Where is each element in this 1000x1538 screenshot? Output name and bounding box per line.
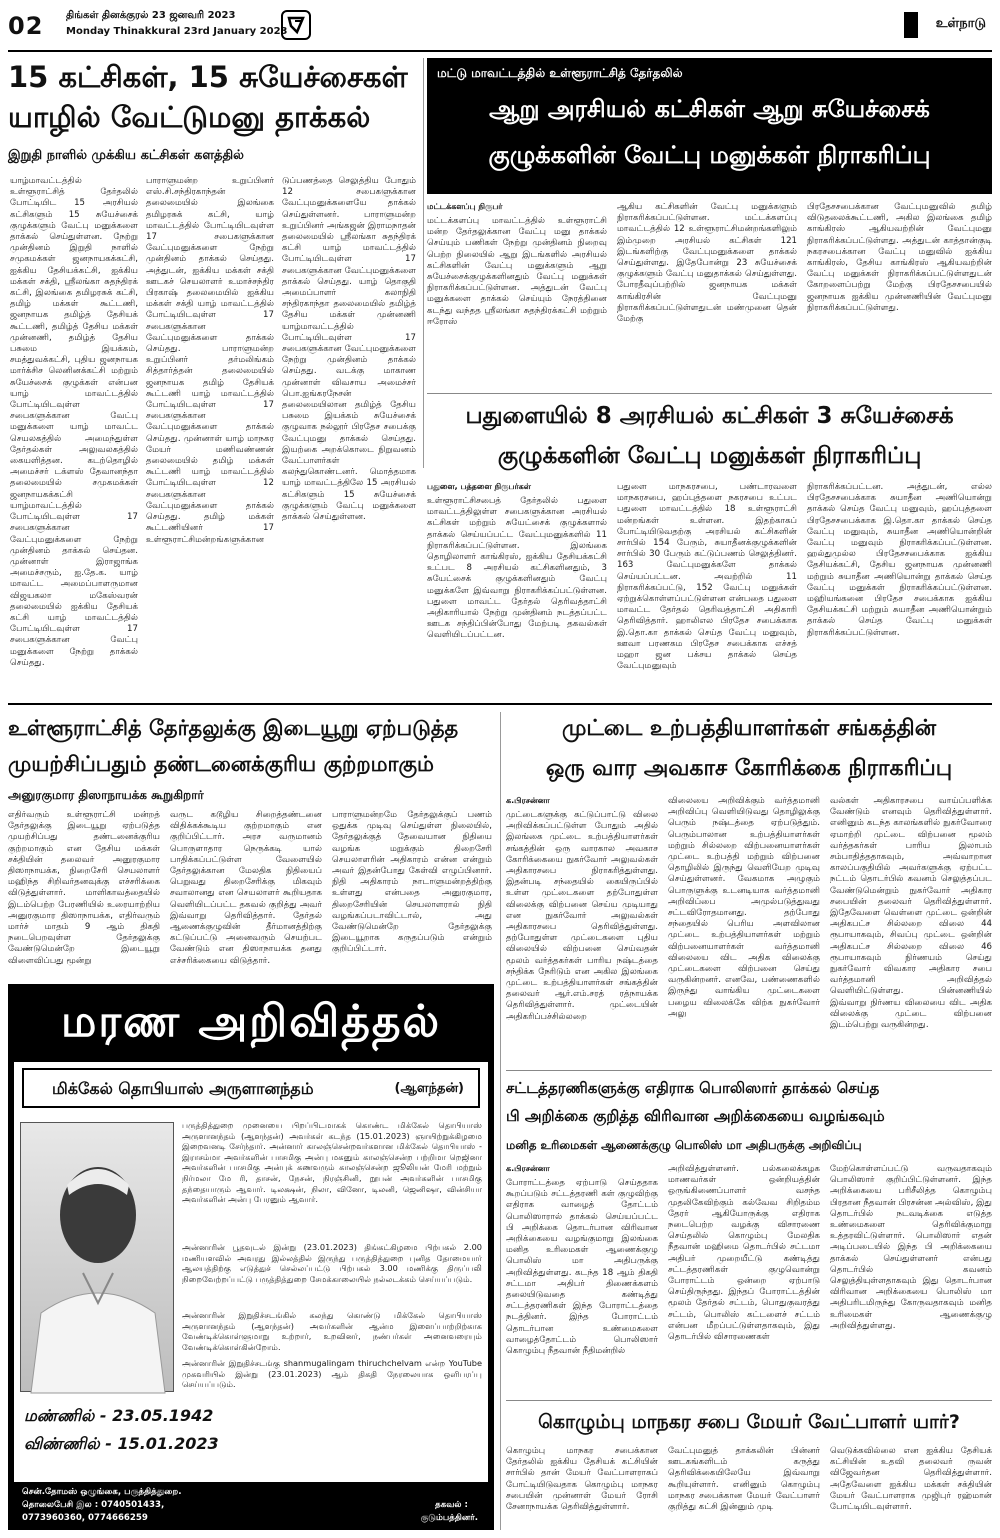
story-anura-col1: எதிர்வரும் உள்ளூராட்சி மன்றத் தேர்தலுக்கு இடையூறு ஏற்படுத்த முயற்சிப்பது தண்டனைக்குரிய குற்றமாகும் என தேசிய மக்கள் சக்தியின் தலைவர் அனுரகுமார திஸாநாயக்க, நிறைசேரி செயலாளர் மஹிந்த சிறிவர்தனவுக்கு எச்சரிக்கை விடுத்துள்ளார். மாளிகாவத்தையில் இடம்பெற்ற பேரணியில் உரையாற்றிய அனுரகுமார திஸாநாயக்க, எதிர்வரும் மார்ச் மாதம் 9 ஆம் திகதி நடைபெறவுள்ள தேர்தலுக்கு வேண்டுமென்றே இடையூறு விளைவிப்பது மூன்று xyxy=(8,810,160,966)
deceased-alias: (ஆளந்தன்) xyxy=(394,1081,464,1096)
story-lawyers xyxy=(506,1076,992,1396)
masthead-rule xyxy=(8,50,992,52)
death-separator: - xyxy=(105,1434,118,1453)
death-line xyxy=(24,1434,219,1455)
story-colombo xyxy=(506,1404,992,1530)
deceased-photo xyxy=(20,1122,174,1392)
story-eggs-col3: வல்கள் அதிகாரசபை வாய்ப்பளிக்க வேண்டும் எனவும் தெரிவித்துள்ளார். எனினும் கடந்த காலங்களில் நுகர்வோரை ஏமாற்றி முட்டை விற்பனை மூலம் வர்த்தகர்கள் பாரிய இலாபம் சம்பாதித்ததாகவும், அவ்வாறான காலப்பகுதியில் அவர்களுக்கு ஏற்பட்ட நட்டம் தொடர்பில் கவனம் செலுத்தப்பட வேண்டுமென்றும் நுகர்வோர் அதிகார சபையின் தலைவர் தெரிவித்துள்ளார். இதேவேளை வெள்ளை முட்டை ஒன்றின் அதிகபட்ச சில்லறை விலை 44 ரூபாயாகவும், சிவப்பு முட்டை ஒன்றின் அதிகபட்ச சில்லறை விலை 46 ரூபாயாகவும் நிர்ணயம் செய்து நுகர்வோர் விவகார அதிகார சபை வர்த்தமானி அறிவித்தல் வெளியிட்டுள்ளது. பின்னணியில் இவ்வாறு நிர்ணய விலையை விட அதிக விலைக்கு முட்டை விற்பனை இடம்பெற்று வருகின்றது. xyxy=(830,796,992,1031)
story-jaffna-headline-1: 15 கட்சிகள், 15 சுயேச்சைகள் xyxy=(8,60,408,94)
story-eggs-byline: க.பிரசன்னா xyxy=(506,796,550,805)
story-eggs-col1: முட்டைகளுக்கு கட்டுப்பாட்டு விலை அறிவிக்கப்பட்டுள்ள போதும் அதில் இலங்கை முட்டை உற்பத்தியாளர்கள் சங்கத்தின் ஒரு வாரகால அவகாச கோரிக்கையை நுகர்வோர் அலுவல்கள் அதிகாரசபை நிராகரித்துள்ளது. இதன்படி சந்தையில் கையிருப்பில் உள்ள முட்டைகளை தற்போதுள்ள விலைக்கு விற்பனை செய்ய முடியாது என நுகர்வோர் அலுவல்கள் அதிகாரசபை தெரிவித்துள்ளது. தற்போதுள்ள முட்டைகளை புதிய விலையில் விற்பனை செய்வதன் மூலம் வர்த்தகர்கள் பாரிய நஷ்டத்தை சந்திக்க நேரிடும் என அகில இலங்கை முட்டை உற்பத்தியாளர்கள் சங்கத்தின் தலைவர் ஆர்.எம்.சரத் ரத்நாயக்க தெரிவித்துள்ளார். முட்டையின் அதிகரிப்பச்சில்லறை xyxy=(506,810,658,1022)
story-divider xyxy=(427,393,992,394)
story-eggs-headline-2: ஒரு வார அவகாச கோரிக்கை நிராகரிப்பு xyxy=(545,756,953,781)
story-batticaloa-kicker: மட்டு மாவட்டத்தில் உள்ளூராட்சித் தேர்தலில் xyxy=(437,66,683,80)
story-colombo-col1: கொழும்பு மாநகர சபைக்கான தேர்தலில் ஐக்கிய தேசியக் கட்சியின் சார்பில் தான் மேயர் வேட்பாளராகப் போட்டியிடுவதாக கொழும்பு மாநகர சபையின் முன்னாள் மேயர் ரோசி சேனாநாயக்க தெரிவித்துள்ளார். xyxy=(506,1446,658,1513)
story-batticaloa-col1: மட்டக்களப்பு மாவட்டத்தில் உள்ளூராட்சி மன்ற தேர்தலுக்கான வேட்பு மனு தாக்கல் செய்யும் பணிகள் நேற்று முன்தினம் நிறைவு பெற்ற நிலையில் ஆறு இடங்களில் அரசியல் கட்சிகளின் வேட்பு மனுக்களும் ஆறு சுயேச்சைக்குழுக்களினதும் வேட்பு மனுக்கள் நிராகரிக்கப்பட்டுள்ளன. அத்துடன் வேட்பு மனுக்களை தாக்கல் செய்யும் நேரத்தினை கடந்து வந்தத ஸ்ரீலங்கா சுதந்திரக்கட்சி மற்றும் ஈரோஸ் xyxy=(427,216,607,327)
birth-line xyxy=(24,1406,213,1427)
story-anura-headline-2: முயற்சிப்பதும் தண்டனைக்குரிய குற்றமாகும் xyxy=(8,752,434,776)
story-batticaloa-body xyxy=(427,202,992,392)
col-divider xyxy=(423,58,424,468)
death-notice-paragraph-2: அன்னாரின் பூதவுடல் இன்று (23.01.2023) திங்கட்கிழமை பிற்பகல் 2.00 மணியளவில் அவரது இல்லத்தில் இருந்து பருத்தித்துறை புனித தோமையார் ஆலயத்திற்கு எடுத்துச் செல்லப்பட்டு பிற்பகல் 3.00 மணிக்கு திருப்பலி நிறைவேற்றப்பட்டு பருத்தித்துறை சேமக்காலையில் நல்லடக்கம் செய்யப்படும். xyxy=(182,1242,482,1284)
section-rule xyxy=(8,703,992,705)
death-notice-paragraph-1: பருத்தித்துறை முனையை பிறப்பிடமாகக் கொண்ட மிக்கேல் தொபியாஸ் அருளானந்தம் (ஆளந்தன்) அவர்கள் கடந்த (15.01.2023) ஞாயிற்றுக்கிழமை இறைவனடி சேர்ந்தார். அன்னார் காலஞ்சென்றவர்களான மிக்கேல் தொபியாஸ் - இராசம்மா அவர்களின் பாசமிகு அன்பு மகனும் காலஞ்சென்ற பற்றிமா றெஜினா அவர்களின் பாசமிகு அன்புக் கணவரும் காலஞ்சென்ற ஜூலியன் மேரி மற்றும் நிர்மலா மே ரி, தாசன், நேசன், நிரஞ்சினி, றூபன் அவர்களின் பாசமிகு தந்தையாரும் ஆவார். டிலக்ஷன், நிலா, வினோ, டிலனி, ஜெனிஷா, வின்சியா அவர்களின் அன்பு பேரனும் ஆவார். xyxy=(182,1120,482,1205)
story-anura-col3: பாராளுமன்றமே தேர்தலுக்குப் பணம் ஒதுக்க முடிவு செய்துள்ள நிலையில், தேர்தலுக்குத் தேவையான நிதியை வழங்க மறுக்கும் திறைசேரி செயலாளரின் அதிகாரம் என்ன என்றும் அவர் இதன்போது கேள்வி எழுப்பினார். நிதி அதிகாரம் நாடாளுமன்றத்திற்கு உள்ளது என்பதை அனுரகுமார, திறைசேரியின் செயலாளரால் நிதி வழங்கப்படாவிட்டால், அது வேண்டுமென்றே தேர்தலுக்கு இடையூறாக கருதப்படும் என்றும் குறிப்பிட்டார். xyxy=(332,810,492,955)
story-divider xyxy=(506,1400,992,1401)
story-colombo-col3: வெடுக்கவில்லை என ஐக்கிய தேசியக் கட்சியின் உதவி தலைவர் ருவன் விஜேவர்தன தெரிவித்துள்ளார். அதேவேளை ஐக்கிய மக்கள் சக்தியின் மேயர் வேட்பாளராக முஜிபுர் ரஹ்மான் போட்டியிடவுள்ளார். xyxy=(830,1446,992,1513)
story-badulla-col3: நிராகரிக்கப்பட்டன. அத்துடன், எல்ல பிரதேசசபைக்காக சுயாதீன அணியொன்று தாக்கல் செய்த வேட்பு மனுவும், ஹப்புத்தளை பிரதேசசபைக்காக இ.தொ.கா தாக்கல் செய்த வேட்பு மனுவும், சுயாதீன அணியொன்றின் வேட்பு மனுவும் நிராகரிக்கப்பட்டுள்ளன. ஹல்துமுல்ல பிரதேசசபைக்காக ஐக்கிய தேசியக்கட்சி, தேசிய ஜனநாயக முன்னணி மற்றும் சுயாதீன அணியொன்று தாக்கல் செய்த வேட்பு மனுக்கள் நிராகரிக்கப்பட்டுள்ளன. மஹியங்கனை பிரதேச சபைக்காக ஐக்கிய தேசியக்கட்சி மற்றும் சுயாதீன அணியொன்றும் தாக்கல் செய்த வேட்பு மனுக்கள் நிராகரிக்கப்பட்டுள்ளன. xyxy=(807,482,992,638)
death-notice-contact xyxy=(14,1486,488,1526)
story-lawyers-col2: அறிவித்துள்ளனர். பல்கலைக்கழக மாணவர்கள் ஒன்றியத்தின் ஒருங்கிணைப்பாளர் வசந்த முதலிகேவிற்கும் கல்வேவ சிறிதம்ம தேரர் ஆகியோருக்கு எதிராக நடைபெற்ற வழக்கு விசாரணை செய்தலில் கொழும்பு மேலதிக நீதவான் மஹிமை தொடர்பில் சட்டமா அதிபர் முறையீட்டு கண்டித்து சட்டத்தரணிகள் குழுவொன்று போராட்டம் ஒன்றை ஏற்பாடு செய்திருந்தது. இந்தப் போராட்டத்தின் மூலம் தேர்தல் சட்டம், பொதுகுவரத்து சட்டம், பொலிஸ் கட்டளைச் சட்டம் என்பன மீறப்பட்டுள்ளதாகவும், இது தொடர்பில் விசாரணைகள் xyxy=(668,1164,820,1343)
story-batticaloa-byline: மட்டக்களப்பு நிருபர் xyxy=(427,202,503,211)
story-badulla-col2: பதுளை மாநகரசபை, பண்டாரவளை மாநகரசபை, ஹப்புத்தளை நகரசபை உட்பட பதுளை மாவட்டத்தில் 18 உள்ளூராட்சி மன்றங்கள் உள்ளன. இதற்காகப் போட்டியிடுவதற்கு அரசியல் கட்சிகளின் சார்பில் 154 பேரும், சுயாதீனக்குழுக்களின் சார்பில் 30 பேரும் கட்டுப்பணம் செலுத்தினர். 163 வேட்புமனுக்களே தாக்கல் செய்யப்பட்டன. அவற்றில் 11 நிராகரிக்கப்பட்டு, 152 வேட்பு மனுக்கள் ஏற்றுக்கொள்ளப்பட்டுள்ளன என்பதை பதுளை மாவட்ட தேர்தல் தெரிவத்தாட்சி அதிகாரி தெரிவித்தார். ஹாலிஎல பிரதேச சபைக்காக இ.தொ.கா தாக்கல் செய்த வேட்பு மனுவும், ஊவா பரணகம பிரதேச சபைக்காக எச்சத் மஹா ஜன பக்சய தாக்கல் செய்த வேட்புமனுவும் xyxy=(617,482,797,672)
death-notice-banner: மரண அறிவித்தல் xyxy=(60,996,442,1047)
birth-separator: - xyxy=(99,1406,113,1425)
story-lawyers-col3: மேற்கொள்ளப்பட்டு வருவதாகவும் பொலிஸார் குறிப்பிட்டுள்ளனர். இந்த அறிக்கையை பரிசீலித்த கொழும்பு பிரதான நீதவான் பிரசன்ன அல்விஸ், இது தொடர்பில் நடவடிக்கை எடுத்த உண்மைகளை தெரிவிக்குமாறு உத்தரவிட்டுள்ளார். பொலிஸார் எதன் அடிப்படையில் இந்த பி அறிக்கையை தாக்கல் செய்துள்ளனர் என்பது தொடர்பில் கவனம் செலுத்தியுள்ளதாகவும் இது தொடர்பான விரிவான அறிக்கையை பொலிஸ் மா அதிபரிடமிருந்து கோருவதாகவும் மனித உரிமைகள் ஆணைக்குழு அறிவித்துள்ளது. xyxy=(830,1164,992,1331)
death-notice-name-bar xyxy=(22,1068,480,1108)
section-label xyxy=(904,12,992,38)
story-divider xyxy=(506,1070,992,1071)
story-anura-subheadline: அனுரகுமார திஸாநாயக்க கூறுகிறார் xyxy=(8,788,204,802)
contact-address: சென்.தோமஸ் ஒழுங்கை, பருத்தித்துறை. xyxy=(22,1487,182,1497)
story-badulla-byline: பதுளை, பத்தளை நிருபர்கள் xyxy=(427,482,531,491)
story-anura-col2: வருட கடூழிய சிறைத்தண்டனை விதிக்கக்கூடிய குற்றமாகும் என குறிப்பிட்டார். அரச வருமானம் பொருளாதார நெருக்கடி யால் பாதிக்கப்பட்டுள்ள வேளையில் தேர்தலுக்கான மேலதிக நிதியைப் பெறுவது திறைசேரிக்கு மிகவும் சவாலானது என செயலாளர் கூறியதாக வெளியிடப்பட்ட தகவல் குறித்து அவர் இவ்வாறு தெரிவித்தார். தேர்தல் ஆணைக்குழுவின் தீர்மானத்திற்கு கட்டுப்பட்டு அனைவரும் செயற்பட வேண்டும் என திஸாநாயக்க தனது எச்சரிக்கையை விடுத்தார். xyxy=(170,810,322,966)
story-badulla-col1: உள்ளூராட்சிசபைத் தேர்தலில் பதுளை மாவட்டத்திலுள்ள சபைகளுக்கான அரசியல் கட்சிகள் மற்றும் சுயேட்சைக் குழுக்களால் தாக்கல் செய்யப்பட்ட வேட்புமனுக்களில் 11 நிராகரிக்கப்பட்டுள்ளன. இலங்கை தொழிலாளர் காங்கிரஸ், ஐக்கிய தேசியக்கட்சி உட்பட 8 அரசியல் கட்சிகளினதும், 3 சுயேட்சைக் குழுக்களினதும் வேட்பு மனுக்களே இவ்வாறு நிராகரிக்கப்பட்டுள்ளன. பதுளை மாவட்ட தேர்தல் தெரிவத்தாட்சி அதிகாரியால் நேற்று முன்தினம் நடத்தப்பட்ட ஊடக சந்திப்பின்போது மேற்படி தகவல்கள் வெளியிடப்பட்டன. xyxy=(427,496,607,641)
story-jaffna xyxy=(8,58,418,668)
death-date: 15.01.2023 xyxy=(117,1434,219,1453)
info-value: குடும்பத்தினர். xyxy=(420,1513,478,1523)
death-notice-paragraph-4: அன்னாரின் இறுதிச்சடங்கு shanmugalingam thiruchchelvam என்ற YouTube முகவரியில் இன்று (23.01.2023) ஆம் திகதி நேரலையாக ஒளிபரப்பு செய்யப்படும். xyxy=(182,1358,482,1390)
death-notice xyxy=(8,984,494,1530)
date-tamil: திங்கள் தினக்குரல் 23 ஜனவரி 2023 xyxy=(66,10,236,21)
logo-icon xyxy=(281,10,311,40)
story-lawyers-byline: க.பிரசன்னா xyxy=(506,1164,550,1173)
story-badulla-headline-1: பதுளையில் 8 அரசியல் கட்சிகள் 3 சுயேச்சைக் xyxy=(465,403,954,429)
story-colombo-headline: கொழும்பு மாநகர சபை மேயர் வேட்பாளர் யார்? xyxy=(538,1411,960,1433)
date-english: Monday Thinakkural 23rd January 2023 xyxy=(66,26,288,37)
story-eggs xyxy=(506,712,992,1066)
story-eggs-headline-1: முட்டை உற்பத்தியாளர்கள் சங்கத்தின் xyxy=(561,716,937,741)
deceased-name: மிக்கேல் தொபியாஸ் அருளானந்தம் xyxy=(52,1079,314,1098)
page-number: 02 xyxy=(8,12,44,40)
story-batticaloa-banner xyxy=(427,58,992,194)
contact-phone-2: 0773960360, 0774666259 xyxy=(22,1513,148,1523)
masthead xyxy=(8,8,992,48)
story-anura-headline-1: உள்ளூராட்சித் தேர்தலுக்கு இடையூறு ஏற்படுத்த xyxy=(8,716,459,740)
story-jaffna-headline-2: யாழில் வேட்டுமனு தாக்கல் xyxy=(8,100,371,134)
story-eggs-col2: விலையை அறிவிக்கும் வர்த்தமானி அறிவிப்பு வெளியிடுவது தொழிலுக்கு பெரும் நஷ்டத்தை ஏற்படுத்தும். பெரும்பாலான உற்பத்தியாளர்கள் மற்றும் சில்லறை விற்பனையாளர்கள் முட்டை உற்பத்தி மற்றும் விற்பனை தொழிலில் இருந்து வெளியேற முடிவு செய்துள்ளனர். வேகமாக அழுகும் பொருளுக்கு உடனடியாக வர்த்தமானி அறிவிப்பை அமுல்படுத்துவது சட்டவிரோதமானது. தற்போது சந்தையில் பெரிய அளவிலான முட்டை உற்பத்தியாளர்கள் மற்றும் விற்பனையாளர்கள் வர்த்தமானி விலையை விட அதிக விலைக்கு முட்டைகளை விற்பனை செய்து வருகின்றனர். எனவே, பண்ணைகளில் இருந்து வாங்கிய முட்டைகளை பழைய விலைக்கே விற்க நுகர்வோர் அலு xyxy=(668,796,820,1019)
story-lawyers-subheadline: மனித உரிமைகள் ஆணைக்குழு பொலிஸ் மா அதிபருக்கு அறிவிப்பு xyxy=(506,1138,862,1152)
birth-date: 23.05.1942 xyxy=(112,1406,214,1425)
story-badulla xyxy=(427,398,992,698)
story-batticaloa-headline-1: ஆறு அரசியல் கட்சிகள் ஆறு சுயேச்சைக் xyxy=(489,95,930,123)
story-lawyers-col1: போராட்டத்தை ஏற்பாடு செய்ததாக கூறப்படும் சட்டத்தரணி கள் குழுவிற்கு எதிராக வாழைத் தோட்டம் பொலிஸாரால் தாக்கல் செய்யப்பட்ட பி அறிக்கை தொடர்பான விரிவான அறிக்கையை வழங்குமாறு இலங்கை மனித உரிமைகள் ஆணைக்குழு பொலிஸ் மா அதிபருக்கு அறிவித்துள்ளது. கடந்த 18 ஆம் திகதி சட்டமா அதிபர் திணைக்களம் தலையிடுவதை கண்டித்து சட்டத்தரணிகள் இந்த போராட்டத்தை நடத்தினர். இந்த போராட்டம் தொடர்பான உண்மைகளை வாழைத்தோட்டம் பொலிஸார் கொழும்பு நீதவான் நீதிமன்றில் xyxy=(506,1178,658,1357)
story-jaffna-col2: பாராளுமன்ற உறுப்பினர் எஸ்.சி.சந்திரகாந்தன் தலைமையில் இலங்கை தமிழரசுக் கட்சி, யாழ் மாவட்டத்தில் போட்டியிடவுள்ள 17 சபைகளுக்கான வேட்புமனுக்களை நேற்று முன்தினம் தாக்கல் செய்தது. அத்துடன், ஐக்கிய மக்கள் சக்தி ஊடகச் செயலாளர் உமாச்சந்திர பிரகாஷ் தலைமையில் ஐக்கிய மக்கள் சக்தி யாழ் மாவட்டத்தில் போட்டியிடவுள்ள 17 சபைகளுக்கான வேட்புமனுக்களை தாக்கல் செய்தது. பாராளுமன்ற உறுப்பினர் தர்மலிங்கம் சித்தார்த்தன் தலைமையில் ஜனநாயக தமிழ் தேசியக் கூட்டணி யாழ் மாவட்டத்தில் போட்டியிடவுள்ள 17 சபைகளுக்கான வேட்புமனுக்களை தாக்கல் செய்தது. முன்னாள் யாழ் மாநகர மேயர் மணிவண்ணன் தலைமையில் தமிழ் மக்கள் கூட்டணி யாழ் மாவட்டத்தில் போட்டியிடவுள்ள 12 சபைகளுக்கான வேட்புமனுக்களை தாக்கல் செய்தது. தமிழ் மக்கள் கூட்டணியினர் 17 உள்ளூராட்சிமன்றங்களுக்கான xyxy=(146,176,274,545)
col-divider xyxy=(500,712,501,1530)
story-jaffna-col3: டுப்பணத்தை செலுத்திய போதும் 12 சபைகளுக்கான வேட்புமனுக்களையே தாக்கல் செய்துள்ளனர். பாராளுமன்ற உறுப்பினர் அங்கஜன் இராமநாதன் தலைமையில் ஸ்ரீலங்கா சுதந்திரக் கட்சி யாழ் மாவட்டத்தில் போட்டியிடவுள்ள 17 சபைகளுக்கான வேட்புமனுக்களை தாக்கல் செய்தது. யாழ் தொகுதி அமைப்பாளர் கலாநிதி சந்திரகாந்தா தலைமையில் தமிழ்த் தேசிய மக்கள் முன்னணி யாழ்மாவட்டத்தில் போட்டியிடவுள்ள 17 சபைகளுக்கான வேட்புமனுக்களை நேற்று முன்தினம் தாக்கல் செய்தது. வடக்கு மாகாண முன்னாள் விவசாய அமைச்சர் பொ.ஐங்கரநேசன் தலைமையிலான தமிழ்த் தேசிய பசுமை இயக்கம் சுயேச்சைக் குழுவாக நல்லூர் பிரதேச சபைக்கு வேட்புமனு தாக்கல் செய்தது. இயற்கை அறக்கொடை நிறுவனம் வேட்பாளர்கள் கலந்துகொண்டனர். மொத்தமாக யாழ் மாவட்டத்திலே 15 அரசியல் கட்சிகளும் 15 சுயேச்சைக் குழுக்களும் வேட்பு மனுக்களை தாக்கல் செய்துள்ளன. xyxy=(282,176,416,523)
story-colombo-col2: வேட்புமனுத் தாக்கலின் பின்னர் ஊடகங்களிடம் கருத்து தெரிவிக்கையிலேயே இவ்வாறு கூறியுள்ளார். எனினும் கொழும்பு மாநகர சபைக்கான மேயர் வேட்பாளர் குறித்து கட்சி இன்னும் முடி xyxy=(668,1446,820,1513)
story-batticaloa-col2: ஆகிய கட்சிகளின் வேட்பு மனுக்களும் நிராகரிக்கப்பட்டுள்ளன. மட்டக்களப்பு மாவட்டத்தில் 12 உள்ளூராட்சிமன்றங்களிலும் இம்முறை அரசியல் கட்சிகள் 121 இடங்களிற்கு வேட்புமனுக்களை தாக்கல் செய்துள்ளது. இதேபோன்று 23 சுயேச்சைக் குழுக்களும் வேட்பு மனுதாக்கல் செய்துள்ளது. போரதீவுப்பற்றில் ஜனநாயக மக்கள் காங்கிரசின் வேட்புமனு நிராகரிக்கப்பட்டுள்ளதுடன் மண்முனை தென் மேற்கு xyxy=(617,202,797,325)
story-jaffna-col1: யாழ்மாவட்டத்தில் உள்ளூராட்சித் தேர்தலில் போட்டியிட 15 அரசியல் கட்சிகளும் 15 சுயேச்சைக் குழுக்களும் வேட்பு மனுக்களை தாக்கல் செய்துள்ளன. நேற்று முன்தினம் இறுதி நாளில் சமுகமக்கள் ஜனநாயகக்கட்சி, ஐக்கிய தேசியக்கட்சி, ஐக்கிய மக்கள் சக்தி, ஸ்ரீலங்கா சுதந்திரக் கட்சி, இலங்கை தமிழரசுக் கட்சி, தமிழ் மக்கள் கூட்டணி, ஜனநாயக தமிழ்த் தேசியக் கூட்டணி, தமிழ்த் தேசிய மக்கள் முன்னணி, தமிழ்த் தேசிய பசுமை இயக்கம், சமத்துவக்கட்சி, புதிய ஜனநாயக மார்க்சிச லெனினக்கட்சி மற்றும் சுயேச்சைக் குழுக்கள் என்பன யாழ் மாவட்டத்தில் போட்டியிடவுள்ள சபைகளுக்கான வேட்பு மனுக்களை யாழ் மாவட்ட செயலகத்தில் அமைந்துள்ள தேர்தல்கள் அலுவலகத்தில் கையளித்தன. கடற்தொழில் அமைச்சர் டக்ளஸ் தேவானந்தா தலைமையில் சமுகமக்கள் ஜனநாயகக்கட்சி யாழ்மாவட்டத்தில் போட்டியிடவுள்ள 17 சபைகளுக்கான வேட்புமனுக்களை நேற்று முன்தினம் தாக்கல் செய்தன. முன்னாள் இராஜாங்க அமைச்சரும், ஐ.தே.க. யாழ் மாவட்ட அமைப்பாளருமான விஜயகலா மகேஸ்வரன் தலைமையில் ஐக்கிய தேசியக் கட்சி யாழ் மாவட்டத்தில் போட்டியிடவுள்ள 17 சபைகளுக்கான வேட்பு மனுக்களை நேற்று தாக்கல் செய்தது. xyxy=(10,176,138,668)
story-batticaloa-col3: பிரதேசசபைக்கான வேட்புமனுவில் தமிழ் விடுதலைக்கூட்டணி, அகில இலங்கை தமிழ் காங்கிரஸ் ஆகியவற்றின் வேட்புமனு நிராகரிக்கப்பட்டுள்ளது. அத்துடன் காத்தான்குடி நகரசபைக்கான வேட்பு மனுவில் ஐக்கிய காங்கிரஸ், தேசிய காங்கிரஸ் ஆகியவற்றின் வேட்பு மனுக்கள் நிராகரிக்கப்பட்டுள்ளதுடன் கோறளைப்பற்று மேற்கு பிரதேசசபையில் ஜனநாயக ஐக்கிய முன்னணியின் வேட்புமனு நிராகரிக்கப்பட்டுள்ளது. xyxy=(807,202,992,313)
story-lawyers-headline-1: சட்டத்தரணிகளுக்கு எதிராக பொலிஸார் தாக்கல் செய்த xyxy=(506,1079,880,1097)
death-label: விண்ணில் xyxy=(24,1434,100,1453)
birth-label: மண்ணில் xyxy=(24,1406,95,1425)
story-badulla-headline-2: குழுக்களின் வேட்பு மனுக்கள் நிராகரிப்பு xyxy=(497,443,922,469)
contact-phone-1: தொலைபேசி இல : 0740501433, xyxy=(22,1500,165,1510)
story-lawyers-headline-2: பி அறிக்கை குறித்த விரிவான அறிக்கையை வழங்கவும் xyxy=(506,1107,885,1125)
death-notice-inner xyxy=(14,1062,488,1482)
story-batticaloa-headline-2: குழுக்களின் வேட்பு மனுக்கள் நிராகரிப்பு xyxy=(488,141,931,169)
death-notice-paragraph-3: அன்னாரின் இறுதிச்சடங்கில் கலந்து கொண்டு மிக்கேல் தொபியாஸ் அருளானந்தம் (ஆளந்தன்) அவர்களின் ஆன்ம இளைப்பாற்றிற்காக வேண்டிக்கொள்ளுமாறு உற்றார், உறவினர், நண்பர்கள் அனைவரையும் வேண்டிக்கொள்கின்றோம். xyxy=(182,1310,482,1352)
info-label: தகவல் : xyxy=(435,1500,468,1510)
story-anura xyxy=(8,712,494,980)
section-label-text: உள்நாடு xyxy=(935,16,986,31)
story-jaffna-subheadline: இறுதி நாளில் முக்கிய கட்சிகள் களத்தில் xyxy=(8,148,244,163)
